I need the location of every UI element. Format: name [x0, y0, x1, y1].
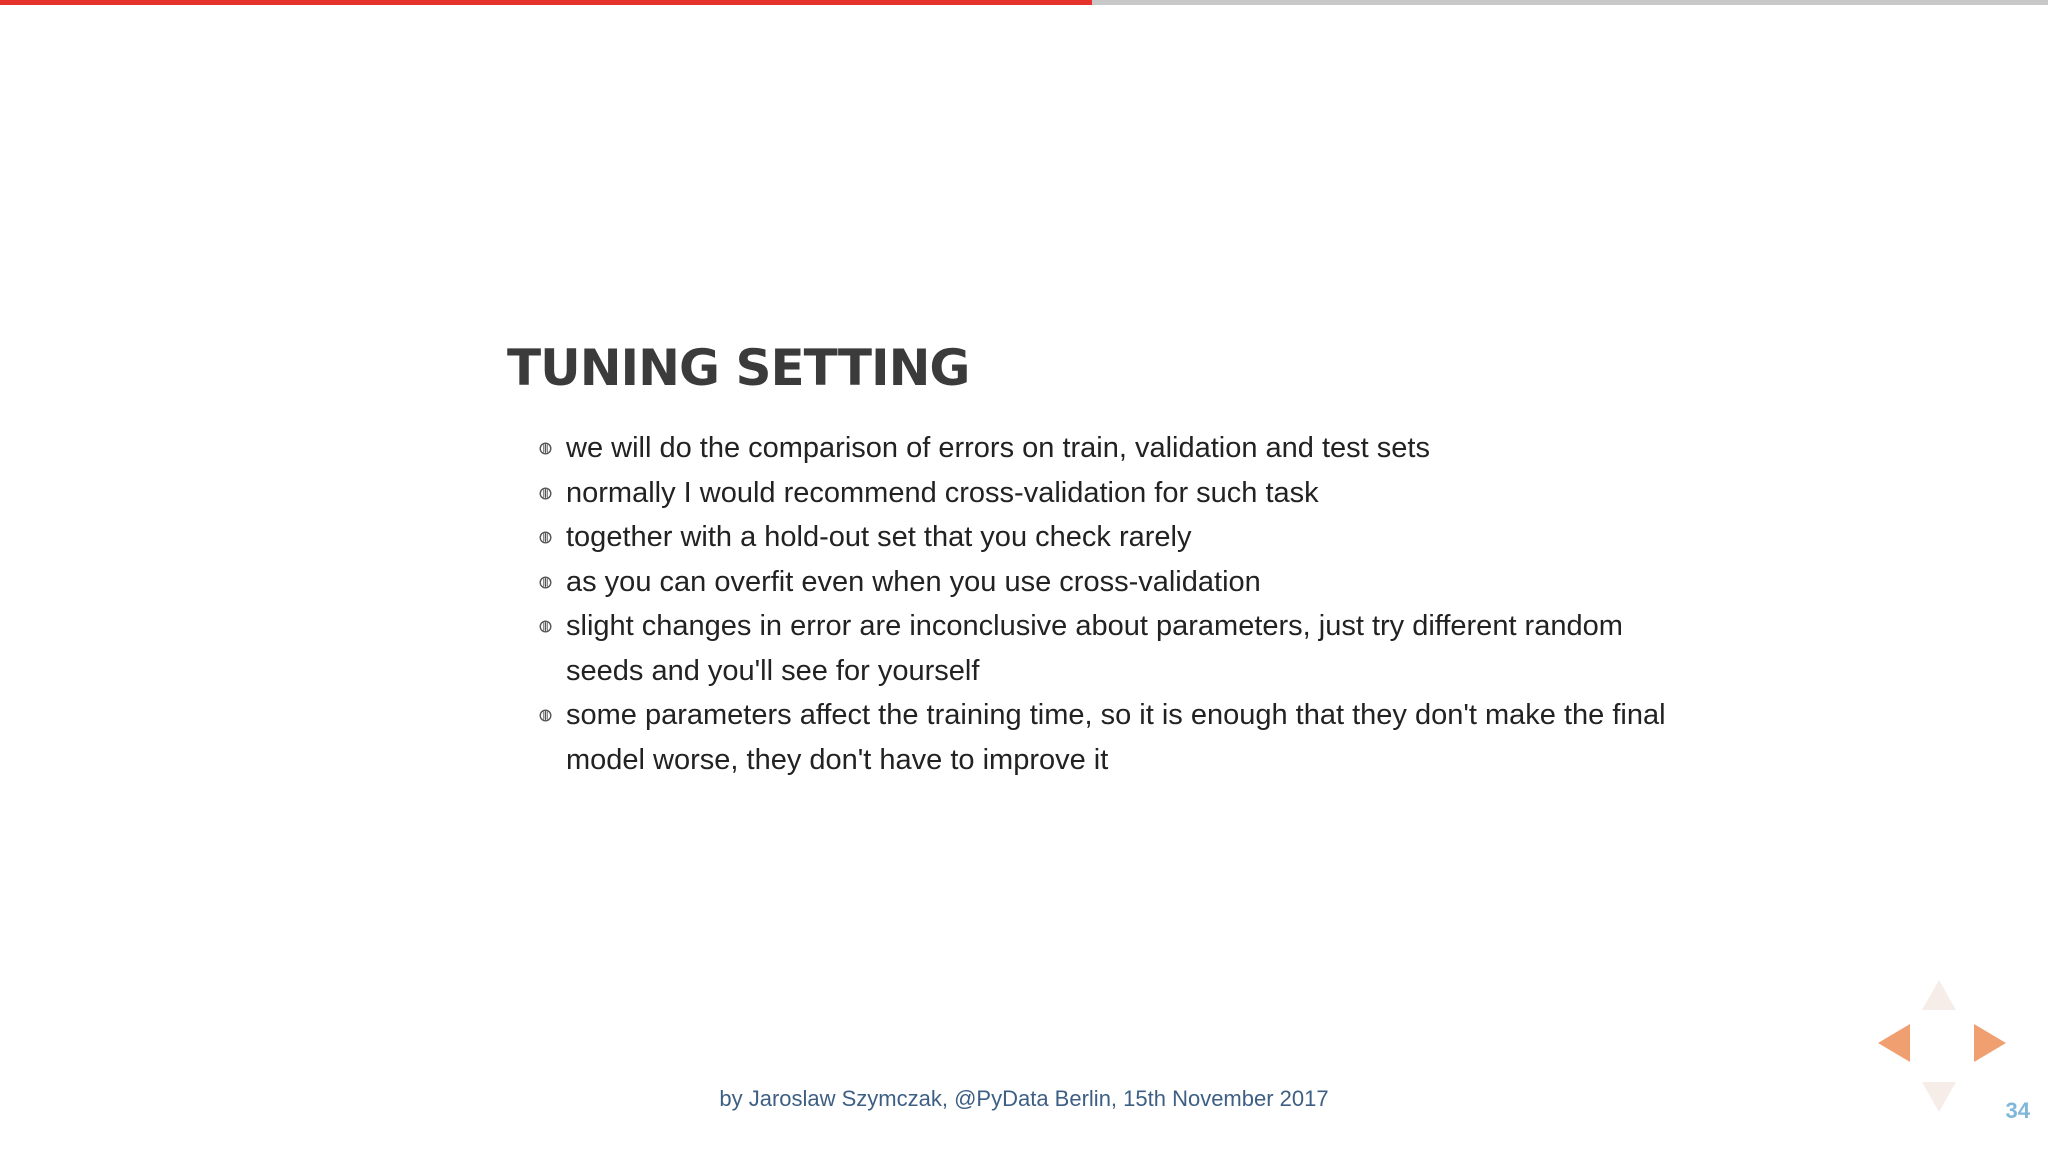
bullet-item [507, 426, 1667, 471]
bullet-text: slight changes in error are inconclusive about parameters, just try different random seeds and you'll see for yourself [566, 610, 1623, 687]
arrow-up-icon[interactable] [1920, 978, 1958, 1012]
bullet-text: together with a hold-out set that you check rarely [566, 521, 1192, 553]
progress-bar-fill [0, 0, 1092, 5]
circle-bullet-icon [539, 442, 552, 455]
slide-number: 34 [2005, 1098, 2030, 1123]
circle-bullet-icon [539, 576, 552, 589]
bullet-item [507, 560, 1667, 605]
bullet-list [507, 426, 1667, 782]
footer-credit: by Jaroslaw Szymczak, @PyData Berlin, 15th November 2017 [719, 1086, 1329, 1111]
slide-content [507, 338, 1667, 782]
progress-bar [0, 0, 2048, 5]
bullet-text: normally I would recommend cross-validation for such task [566, 476, 1319, 509]
bullet-item [507, 604, 1667, 693]
arrow-left-icon[interactable] [1876, 1022, 1912, 1064]
circle-bullet-icon [539, 620, 552, 633]
bullet-item [507, 471, 1667, 516]
slide-title: TUNING SETTING [507, 339, 970, 397]
circle-bullet-icon [539, 531, 552, 544]
bullet-text: as you can overfit even when you use cross-validation [566, 565, 1261, 598]
navigation-controls [1870, 978, 2010, 1118]
bullet-item [507, 515, 1667, 560]
circle-bullet-icon [539, 709, 552, 722]
arrow-right-icon[interactable] [1972, 1022, 2008, 1064]
circle-bullet-icon [539, 487, 552, 500]
bullet-item [507, 693, 1667, 782]
bullet-text: we will do the comparison of errors on train, validation and test sets [566, 432, 1430, 464]
bullet-text: some parameters affect the training time, so it is enough that they don't make the final model worse, they don't have to improve it [566, 699, 1666, 776]
arrow-down-icon[interactable] [1920, 1080, 1958, 1114]
